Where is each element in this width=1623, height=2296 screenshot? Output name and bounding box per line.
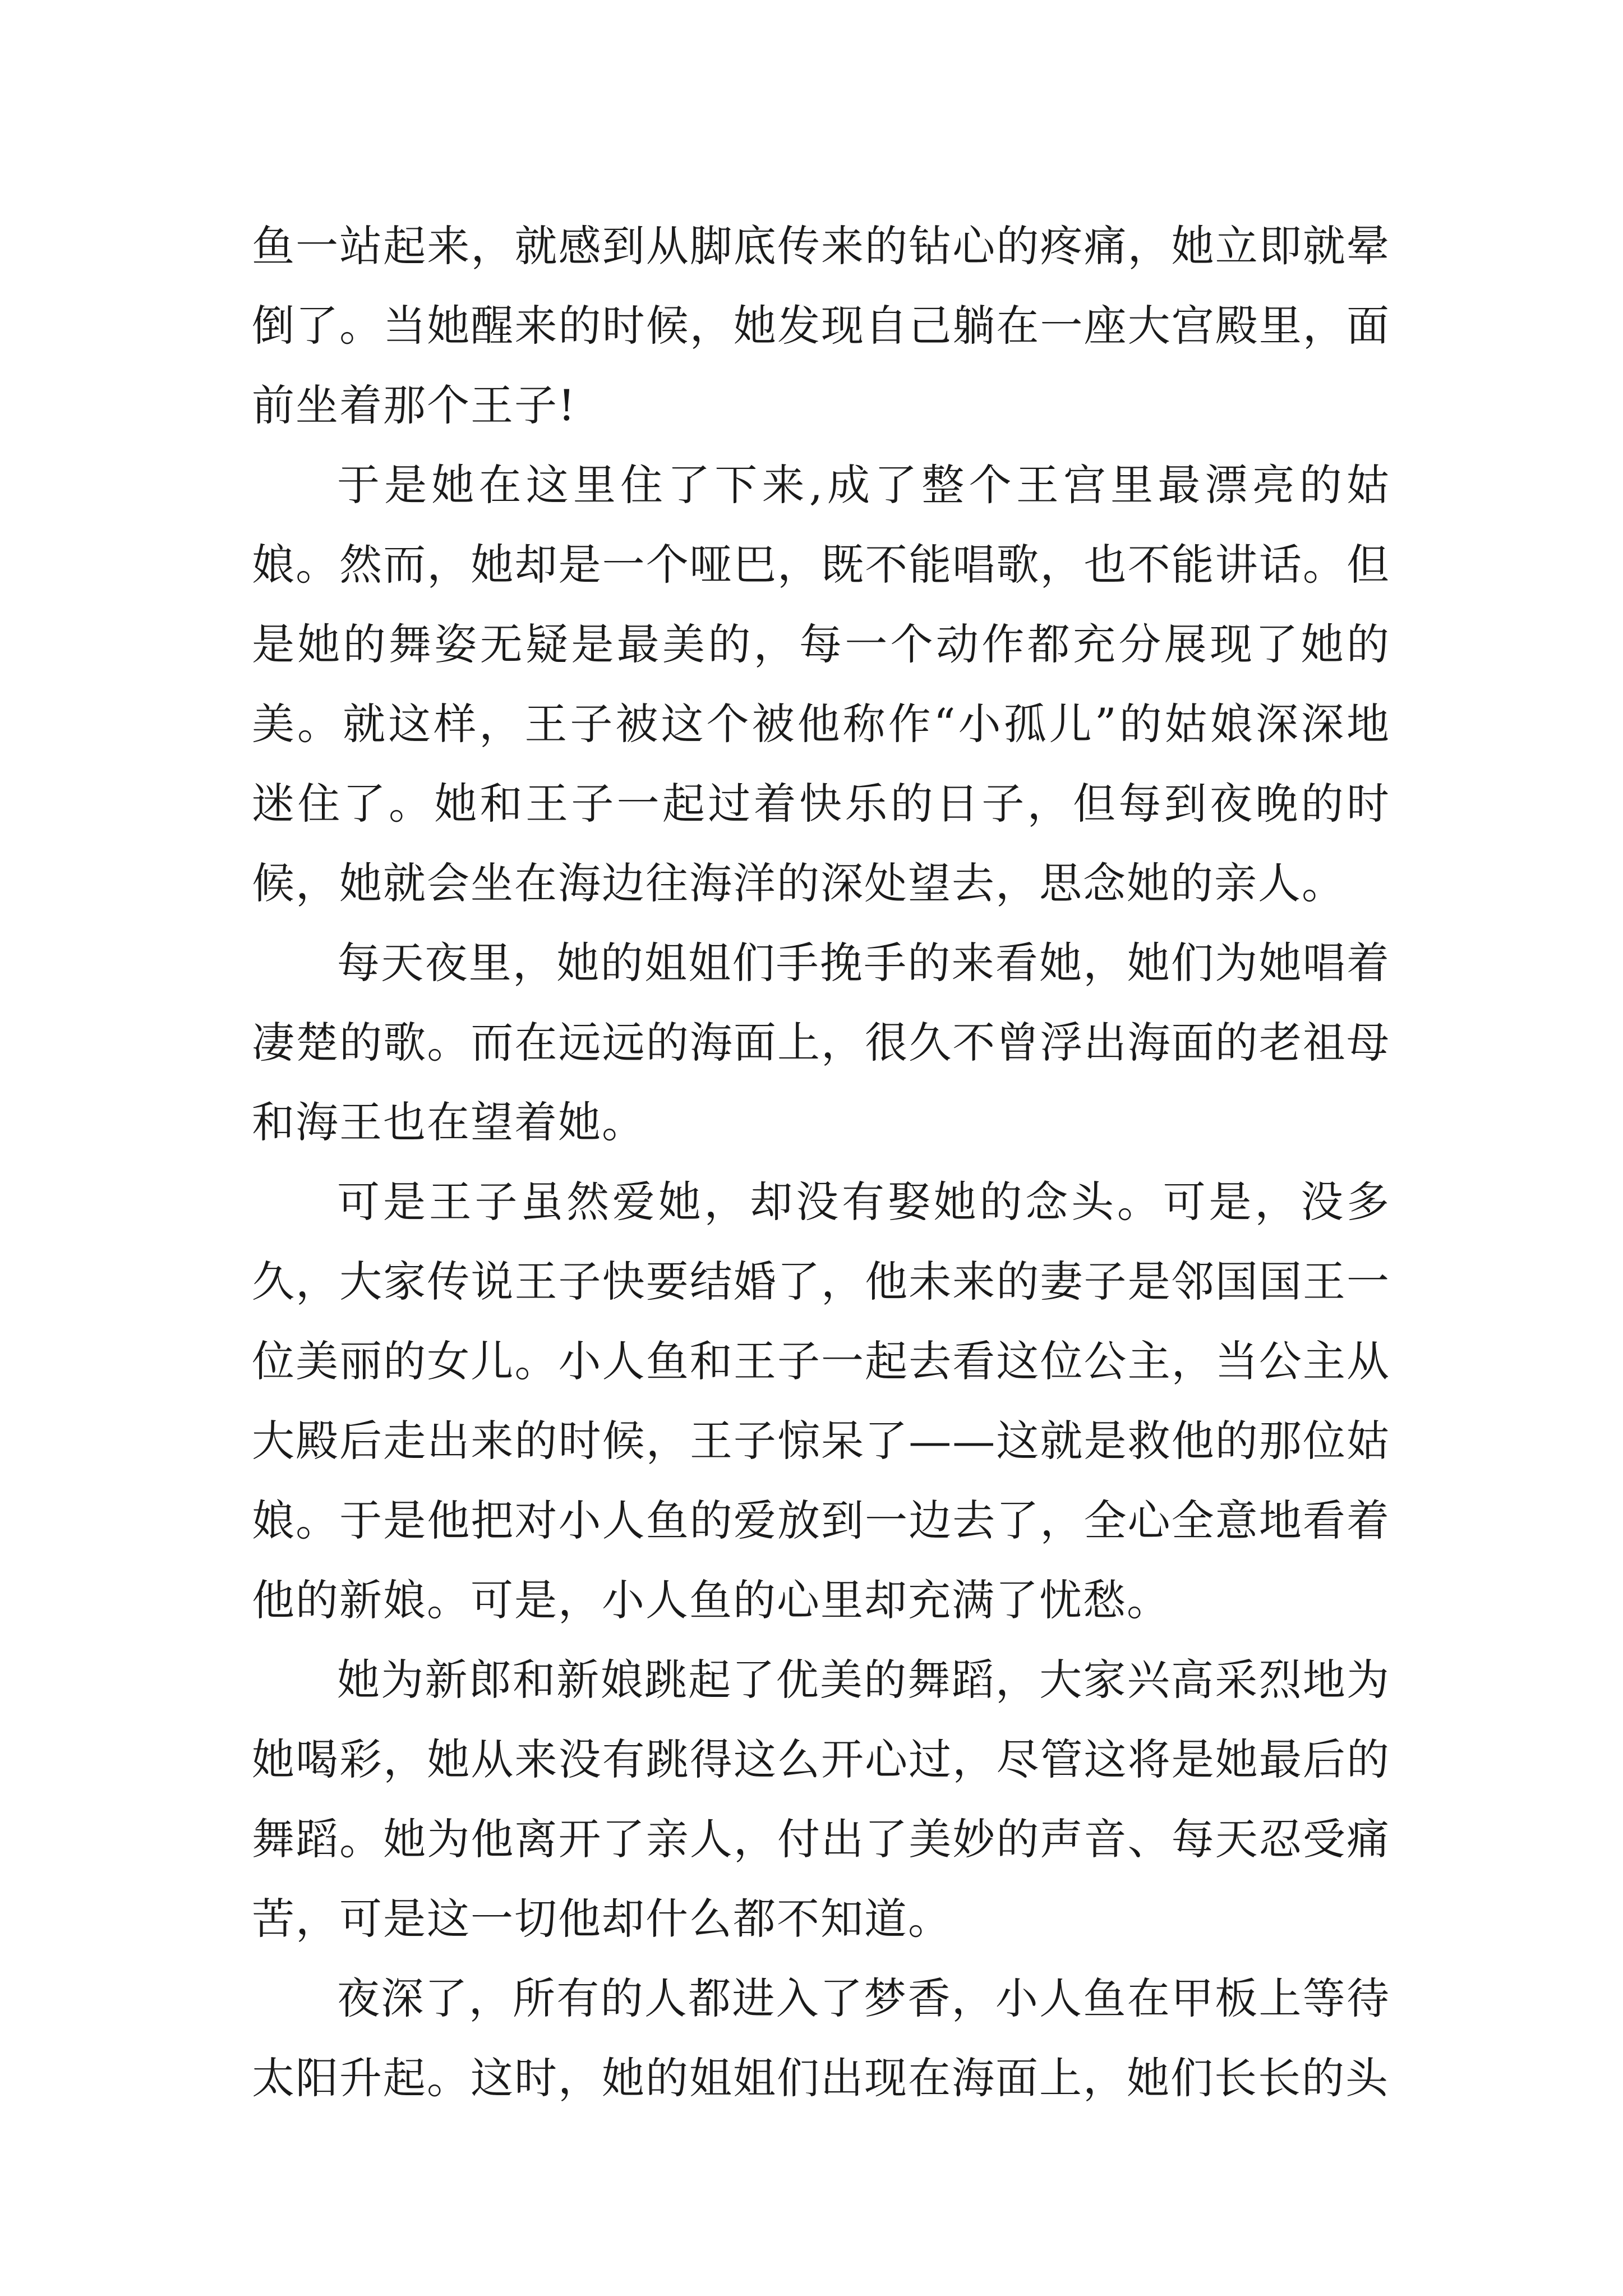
story-text [252,206,1390,2118]
paragraph: 夜深了，所有的人都进入了梦香，小人鱼在甲板上等待太阳升起。这时，她的姐姐们出现在海面上，她们长长的头 [252,1973,1390,2103]
paragraph: 她为新郎和新娘跳起了优美的舞蹈，大家兴高采烈地为她喝彩，她从来没有跳得这么开心过，尽管这将是她最后的舞蹈。她为他离开了亲人，付出了美妙的声音、每天忍受痛苦，可是这一切他却什么都不知道。 [252,1655,1390,1944]
paragraph: 可是王子虽然爱她，却没有娶她的念头。可是，没多久，大家传说王子快要结婚了，他未来的妻子是邻国国王一位美丽的女儿。小人鱼和王子一起去看这位公主，当公主从大殿后走出来的时候，王子惊呆了——这就是救他的那位姑娘。于是他把对小人鱼的爱放到一边去了，全心全意地看着他的新娘。可是，小人鱼的心里却充满了忧愁。 [252,1177,1390,1625]
paragraph: 于是她在这里住了下来,成了整个王宫里最漂亮的姑娘。然而，她却是一个哑巴，既不能唱歌，也不能讲话。但是她的舞姿无疑是最美的，每一个动作都充分展现了她的美。就这样，王子被这个被他称作“小孤儿”的姑娘深深地迷住了。她和王子一起过着快乐的日子，但每到夜晚的时候，她就会坐在海边往海洋的深处望去，思念她的亲人。 [252,460,1390,908]
paragraph: 每天夜里，她的姐姐们手挽手的来看她，她们为她唱着凄楚的歌。而在远远的海面上，很久不曾浮出海面的老祖母和海王也在望着她。 [252,938,1390,1147]
paragraph-continuation: 鱼一站起来，就感到从脚底传来的钻心的疼痛，她立即就晕倒了。当她醒来的时候，她发现自己躺在一座大宫殿里，面前坐着那个王子! [252,221,1390,430]
